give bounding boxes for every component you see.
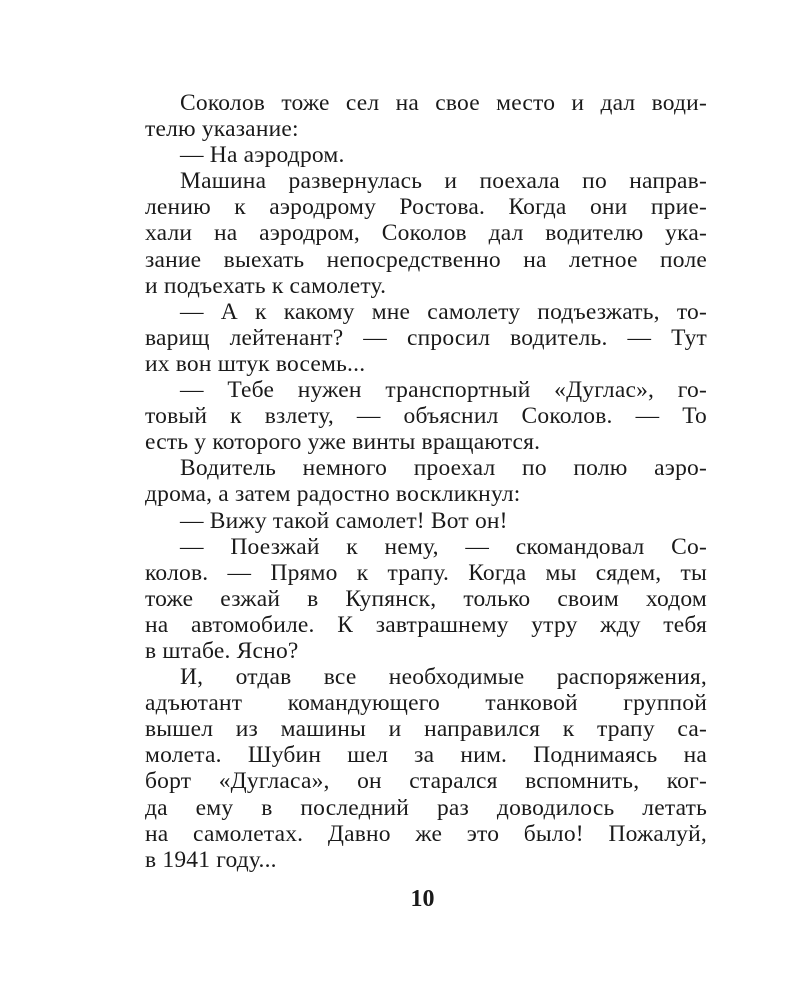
text-line: Соколов тоже сел на свое место и дал води- (180, 90, 707, 116)
text-line: адъютант командующего танковой группой (145, 690, 707, 717)
text-line: их вон штук восемь... (145, 350, 366, 377)
text-line: на самолетах. Давно же это было! Пожалуй, (145, 820, 707, 847)
text-line: лению к аэродрому Ростова. Когда они прие- (145, 194, 707, 221)
page-number: 10 (410, 886, 435, 912)
text-line: товый к взлету, — объяснил Соколов. — То (145, 403, 707, 430)
text-line: есть у которого уже винты вращаются. (145, 429, 541, 456)
text-line: — Поезжай к нему, — скомандовал Со- (180, 533, 707, 560)
text-line: телю указание: (145, 116, 299, 143)
text-line: — Тебе нужен транспортный «Дуглас», го- (180, 377, 707, 404)
body-text (145, 90, 707, 873)
text-line: — А к какому мне самолету подъезжать, то- (180, 298, 707, 325)
text-line: дрома, а затем радостно воскликнул: (145, 481, 521, 508)
text-line: вышел из машины и направился к трапу са- (145, 716, 707, 743)
text-line: в штабе. Ясно? (145, 637, 299, 664)
text-line: варищ лейтенант? — спросил водитель. — Тут (145, 324, 707, 351)
text-line: в 1941 году... (145, 846, 277, 873)
text-line: зание выехать непосредственно на летное поле (145, 246, 707, 273)
text-line: Машина развернулась и поехала по направ- (180, 168, 707, 195)
text-line: — На аэродром. (180, 142, 345, 169)
text-line: — Вижу такой самолет! Вот он! (180, 507, 508, 534)
text-line: борт «Дугласа», он старался вспомнить, ког- (145, 768, 707, 795)
text-line: хали на аэродром, Соколов дал водителю ука- (145, 220, 707, 247)
text-line: да ему в последний раз доводилось летать (145, 794, 707, 821)
text-line: на автомобиле. К завтрашнему утру жду тебя (145, 611, 707, 638)
text-line: тоже езжай в Купянск, только своим ходом (145, 585, 707, 612)
text-line: И, отдав все необходимые распоряжения, (180, 664, 707, 691)
text-line: колов. — Прямо к трапу. Когда мы сядем, ты (145, 559, 707, 586)
text-line: Водитель немного проехал по полю аэро- (180, 455, 707, 482)
text-line: молета. Шубин шел за ним. Поднимаясь на (145, 742, 707, 769)
text-line: и подъехать к самолету. (145, 272, 387, 299)
